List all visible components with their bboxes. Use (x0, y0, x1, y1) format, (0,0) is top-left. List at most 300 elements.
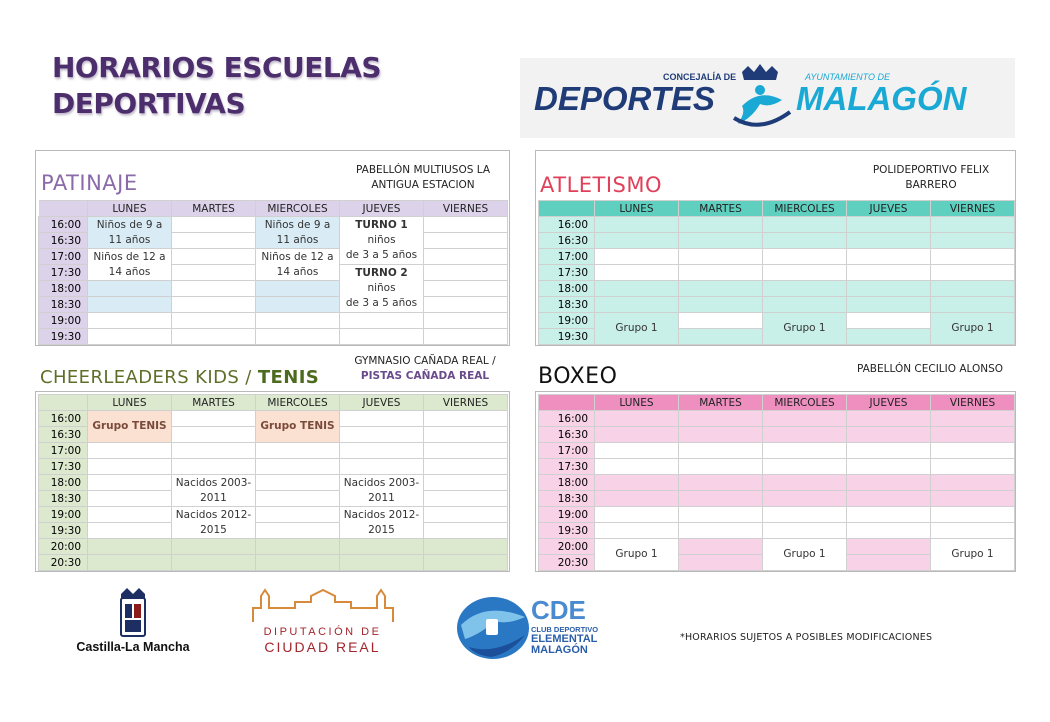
table-row (539, 281, 1015, 297)
time-cell: 18:00 (539, 475, 595, 491)
table-row (539, 297, 1015, 313)
schedule-cell (763, 411, 847, 427)
time-cell: 18:30 (539, 491, 595, 507)
time-cell: 17:30 (539, 459, 595, 475)
castilla-la-mancha-logo (68, 584, 198, 659)
schedule-cell (88, 313, 172, 329)
time-cell: 19:00 (539, 507, 595, 523)
day-header: LUNES (595, 201, 679, 217)
schedule-cell (679, 281, 763, 297)
schedule-cell (847, 523, 931, 539)
time-cell: 18:00 (39, 281, 88, 297)
cheer-venue-line-2: PISTAS CAÑADA REAL (360, 370, 490, 382)
schedule-cell (763, 507, 847, 523)
table-row (539, 313, 1015, 329)
schedule-cell (847, 411, 931, 427)
schedule-cell (424, 297, 508, 313)
schedule-cell (172, 329, 256, 345)
schedule-cell (424, 249, 508, 265)
day-header: JUEVES (340, 395, 424, 411)
cheer-venue (345, 354, 505, 384)
schedule-cell (88, 281, 172, 297)
deportes-logo-graphic (520, 58, 1015, 138)
schedule-cell (424, 475, 508, 491)
schedule-cell (256, 313, 340, 329)
cheer-header-row (39, 395, 508, 411)
diputacion-ciudad-real-logo (245, 586, 400, 658)
corner-cell (539, 395, 595, 411)
patinaje-venue-line-1: PABELLÓN MULTIUSOS LA (355, 164, 490, 176)
schedule-cell (847, 555, 931, 571)
schedule-cell (679, 217, 763, 233)
schedule-cell (256, 217, 340, 249)
boxeo-header-row (539, 395, 1015, 411)
time-cell: 20:00 (539, 539, 595, 555)
schedule-cell (340, 265, 424, 313)
atletismo-header-row (539, 201, 1015, 217)
time-cell: 16:00 (539, 411, 595, 427)
schedule-cell (172, 539, 256, 555)
table-row (539, 249, 1015, 265)
schedule-cell (679, 297, 763, 313)
schedule-cell (847, 249, 931, 265)
schedule-cell (679, 427, 763, 443)
diputacion-line-2: CIUDAD REAL (264, 639, 381, 655)
schedule-cell (931, 539, 1015, 571)
table-row (39, 539, 508, 555)
day-header: VIERNES (931, 201, 1015, 217)
atletismo-title: ATLETISMO (540, 173, 663, 197)
table-row (39, 297, 508, 313)
schedule-cell (679, 313, 763, 329)
schedule-cell (847, 313, 931, 329)
time-cell: 16:00 (39, 217, 88, 233)
day-header: LUNES (88, 201, 172, 217)
schedule-cell (679, 443, 763, 459)
page-title (52, 50, 381, 122)
schedule-cell (763, 281, 847, 297)
schedule-cell (679, 523, 763, 539)
atletismo-venue-line-1: POLIDEPORTIVO FELIX (872, 164, 990, 176)
cde-line-1: CLUB DEPORTIVO (531, 625, 599, 634)
schedule-cell (172, 507, 256, 539)
cde-line-3: MALAGÓN (531, 644, 588, 656)
table-row (39, 491, 508, 507)
schedule-cell (340, 555, 424, 571)
schedule-cell (931, 507, 1015, 523)
table-row (539, 523, 1015, 539)
schedule-cell (595, 313, 679, 345)
schedule-cell (340, 539, 424, 555)
schedule-cell (847, 297, 931, 313)
schedule-cell (763, 427, 847, 443)
time-cell: 18:30 (39, 297, 88, 313)
schedule-cell (172, 475, 256, 507)
schedule-cell (931, 297, 1015, 313)
time-cell: 18:00 (539, 281, 595, 297)
table-row (39, 249, 508, 265)
time-cell: 16:30 (539, 427, 595, 443)
schedule-cell (763, 313, 847, 345)
atletismo-venue (856, 163, 1006, 193)
schedule-cell (595, 475, 679, 491)
schedule-cell (847, 281, 931, 297)
table-row (39, 411, 508, 427)
schedule-cell (256, 459, 340, 475)
table-row (39, 313, 508, 329)
schedule-cell (931, 281, 1015, 297)
schedule-cell (172, 297, 256, 313)
day-header: JUEVES (847, 395, 931, 411)
time-cell: 16:00 (39, 411, 88, 427)
schedule-cell (931, 523, 1015, 539)
table-row (39, 281, 508, 297)
schedule-cell (931, 249, 1015, 265)
schedule-cell (88, 329, 172, 345)
schedule-cell (595, 523, 679, 539)
schedule-cell (763, 475, 847, 491)
cheer-title (40, 367, 319, 388)
schedule-cell (595, 233, 679, 249)
group-label: Grupo 1 (615, 322, 658, 334)
schedule-cell (424, 313, 508, 329)
boxeo-title: BOXEO (538, 364, 618, 389)
time-cell: 18:30 (39, 491, 88, 507)
schedule-cell (595, 217, 679, 233)
time-cell: 17:30 (39, 265, 88, 281)
schedule-cell (679, 507, 763, 523)
table-row (539, 539, 1015, 555)
schedule-cell (88, 523, 172, 539)
schedule-cell (931, 443, 1015, 459)
nacidos-label: Nacidos 2012- 2015 (175, 508, 252, 536)
schedule-cell (256, 297, 340, 313)
castle-shield-icon (68, 584, 198, 639)
time-cell: 19:30 (539, 329, 595, 345)
schedule-cell (88, 297, 172, 313)
table-row (539, 265, 1015, 281)
cde-ball-icon (455, 595, 530, 660)
building-outline-icon (245, 586, 400, 624)
group-label: Grupo 1 (615, 548, 658, 560)
schedule-cell (847, 329, 931, 345)
day-header: MARTES (679, 395, 763, 411)
schedule-cell (763, 491, 847, 507)
cde-malagon-logo (455, 595, 605, 660)
group-label: Grupo 1 (951, 548, 994, 560)
schedule-cell (172, 555, 256, 571)
schedule-cell (595, 281, 679, 297)
schedule-cell (931, 475, 1015, 491)
patinaje-panel (35, 150, 510, 346)
schedule-cell (847, 539, 931, 555)
schedule-cell (679, 249, 763, 265)
schedule-cell (679, 459, 763, 475)
schedule-cell (88, 555, 172, 571)
schedule-cell (679, 539, 763, 555)
schedule-cell (256, 539, 340, 555)
time-cell: 19:30 (39, 523, 88, 539)
time-cell: 16:00 (539, 217, 595, 233)
time-cell: 19:30 (39, 329, 88, 345)
group-label: Grupo 1 (783, 548, 826, 560)
schedule-cell (172, 459, 256, 475)
day-header: JUEVES (340, 201, 424, 217)
day-header: VIERNES (424, 395, 508, 411)
day-header: VIERNES (931, 395, 1015, 411)
time-cell: 19:30 (539, 523, 595, 539)
schedule-cell (424, 427, 508, 443)
schedule-cell (847, 507, 931, 523)
day-header: VIERNES (424, 201, 508, 217)
patinaje-table (38, 200, 508, 345)
cheer-title-part-2: TENIS (257, 367, 320, 388)
schedule-cell (595, 507, 679, 523)
cde-line-2: ELEMENTAL (531, 633, 598, 645)
schedule-cell (931, 411, 1015, 427)
table-row (39, 555, 508, 571)
schedule-cell (172, 281, 256, 297)
schedule-cell (172, 443, 256, 459)
nacidos-label: Nacidos 2003- 2011 (343, 476, 420, 504)
schedule-cell (595, 411, 679, 427)
corner-cell (39, 201, 88, 217)
schedule-cell (88, 491, 172, 507)
group-label: Grupo 1 (783, 322, 826, 334)
table-row (39, 443, 508, 459)
table-row (539, 491, 1015, 507)
schedule-cell (424, 217, 508, 233)
day-header: MIERCOLES (763, 201, 847, 217)
schedule-cell (256, 411, 340, 443)
turno-1-label: TURNO 1 niños de 3 a 5 años (345, 219, 418, 261)
table-row (39, 459, 508, 475)
day-header: MARTES (679, 201, 763, 217)
time-cell: 19:00 (539, 313, 595, 329)
table-row (39, 507, 508, 523)
table-row (539, 411, 1015, 427)
schedule-cell (763, 523, 847, 539)
time-cell: 17:30 (39, 459, 88, 475)
schedule-cell (424, 233, 508, 249)
schedule-cell (424, 459, 508, 475)
boxeo-venue: PABELLÓN CECILIO ALONSO (856, 363, 1004, 375)
table-row (539, 459, 1015, 475)
time-cell: 18:30 (539, 297, 595, 313)
schedule-cell (931, 233, 1015, 249)
schedule-cell (172, 427, 256, 443)
schedule-cell (172, 217, 256, 233)
schedule-cell (88, 475, 172, 491)
diputacion-line-1: DIPUTACIÓN DE (263, 626, 382, 638)
schedule-cell (931, 491, 1015, 507)
title-line-1: HORARIOS ESCUELAS (52, 51, 382, 84)
schedule-cell (763, 297, 847, 313)
schedule-cell (172, 249, 256, 265)
atletismo-panel (535, 150, 1016, 346)
schedule-cell (256, 443, 340, 459)
schedule-cell (847, 475, 931, 491)
schedule-cell (763, 265, 847, 281)
patinaje-venue (348, 163, 498, 193)
patinaje-header-row (39, 201, 508, 217)
schedule-cell (256, 491, 340, 507)
cheer-table (38, 394, 508, 571)
schedule-cell (679, 411, 763, 427)
day-header: LUNES (595, 395, 679, 411)
schedule-cell (424, 329, 508, 345)
table-row (539, 217, 1015, 233)
schedule-cell (847, 459, 931, 475)
cheer-panel (35, 391, 510, 572)
schedule-cell (88, 507, 172, 523)
deportes-malagon-logo (520, 58, 1015, 138)
table-row (39, 523, 508, 539)
schedule-cell (340, 313, 424, 329)
schedule-cell (340, 443, 424, 459)
schedule-cell (595, 249, 679, 265)
schedule-cell (340, 329, 424, 345)
schedule-cell (679, 475, 763, 491)
schedule-cell (847, 265, 931, 281)
boxeo-table (538, 394, 1015, 571)
schedule-cell (340, 475, 424, 507)
schedule-cell (256, 555, 340, 571)
title-line-2: DEPORTIVAS (52, 87, 246, 120)
time-cell: 17:30 (539, 265, 595, 281)
day-header: JUEVES (847, 201, 931, 217)
schedule-cell (88, 411, 172, 443)
time-cell: 19:00 (39, 507, 88, 523)
schedule-cell (172, 411, 256, 427)
schedule-cell (256, 281, 340, 297)
time-cell: 20:30 (39, 555, 88, 571)
schedule-cell (88, 443, 172, 459)
schedule-cell (595, 265, 679, 281)
schedule-cell (763, 249, 847, 265)
table-row (39, 217, 508, 233)
schedule-cell (595, 427, 679, 443)
day-header: MIERCOLES (256, 395, 340, 411)
schedule-cell (763, 233, 847, 249)
schedule-cell (595, 459, 679, 475)
schedule-cell (595, 297, 679, 313)
schedule-cell (931, 427, 1015, 443)
table-row (539, 427, 1015, 443)
table-row (539, 233, 1015, 249)
schedule-cell (340, 411, 424, 427)
group-label: Niños de 9 a 11 años (264, 218, 331, 246)
cde-text: CDE (531, 595, 586, 625)
group-label: Niños de 12 a 14 años (261, 250, 334, 278)
schedule-cell (424, 523, 508, 539)
schedule-cell (595, 443, 679, 459)
patinaje-title: PATINAJE (41, 171, 138, 195)
schedule-cell (424, 265, 508, 281)
schedule-cell (88, 459, 172, 475)
schedule-cell (424, 443, 508, 459)
schedule-cell (763, 443, 847, 459)
schedule-cell (595, 491, 679, 507)
schedule-cell (88, 249, 172, 281)
schedule-cell (424, 555, 508, 571)
schedule-cell (763, 459, 847, 475)
malagon-text: MALAGÓN (796, 80, 967, 117)
time-cell: 16:30 (39, 233, 88, 249)
group-label: Niños de 9 a 11 años (96, 218, 163, 246)
disclaimer-note: *HORARIOS SUJETOS A POSIBLES MODIFICACIONES (680, 632, 933, 643)
time-cell: 20:30 (539, 555, 595, 571)
schedule-cell (679, 491, 763, 507)
day-header: MARTES (172, 395, 256, 411)
schedule-cell (340, 427, 424, 443)
table-row (539, 507, 1015, 523)
day-header: MIERCOLES (256, 201, 340, 217)
atletismo-table (538, 200, 1015, 345)
schedule-cell (88, 217, 172, 249)
time-cell: 18:00 (39, 475, 88, 491)
time-cell: 17:00 (539, 443, 595, 459)
castilla-label: Castilla-La Mancha (76, 640, 190, 654)
schedule-cell (88, 539, 172, 555)
schedule-cell (847, 491, 931, 507)
schedule-cell (424, 281, 508, 297)
schedule-cell (256, 329, 340, 345)
deportes-text: DEPORTES (534, 80, 715, 117)
schedule-cell (424, 507, 508, 523)
schedule-cell (340, 217, 424, 265)
time-cell: 17:00 (39, 249, 88, 265)
schedule-cell (847, 217, 931, 233)
tenis-group-label: Grupo TENIS (260, 420, 335, 432)
schedule-cell (763, 539, 847, 571)
schedule-cell (595, 539, 679, 571)
time-cell: 20:00 (39, 539, 88, 555)
tenis-group-label: Grupo TENIS (92, 420, 167, 432)
cheer-title-part-1: CHEERLEADERS KIDS / (40, 367, 258, 388)
schedule-cell (424, 411, 508, 427)
schedule-cell (679, 265, 763, 281)
schedule-cell (256, 249, 340, 281)
schedule-cell (679, 233, 763, 249)
schedule-cell (931, 313, 1015, 345)
time-cell: 16:30 (539, 233, 595, 249)
day-header: MIERCOLES (763, 395, 847, 411)
nacidos-label: Nacidos 2012- 2015 (343, 508, 420, 536)
ayuntamiento-text: AYUNTAMIENTO DE (805, 72, 891, 82)
schedule-cell (931, 265, 1015, 281)
atletismo-venue-line-2: BARRERO (905, 179, 957, 191)
day-header: MARTES (172, 201, 256, 217)
schedule-cell (847, 233, 931, 249)
group-label: Niños de 12 a 14 años (93, 250, 166, 278)
schedule-cell (172, 265, 256, 281)
time-cell: 17:00 (539, 249, 595, 265)
schedule-cell (256, 507, 340, 523)
schedule-cell (847, 427, 931, 443)
schedule-cell (847, 443, 931, 459)
time-cell: 19:00 (39, 313, 88, 329)
table-row (39, 475, 508, 491)
table-row (539, 475, 1015, 491)
schedule-cell (172, 233, 256, 249)
schedule-cell (931, 459, 1015, 475)
schedule-cell (340, 459, 424, 475)
concejalia-text: CONCEJALÍA DE (663, 72, 737, 82)
schedule-cell (763, 217, 847, 233)
schedule-cell (340, 507, 424, 539)
table-row (539, 443, 1015, 459)
